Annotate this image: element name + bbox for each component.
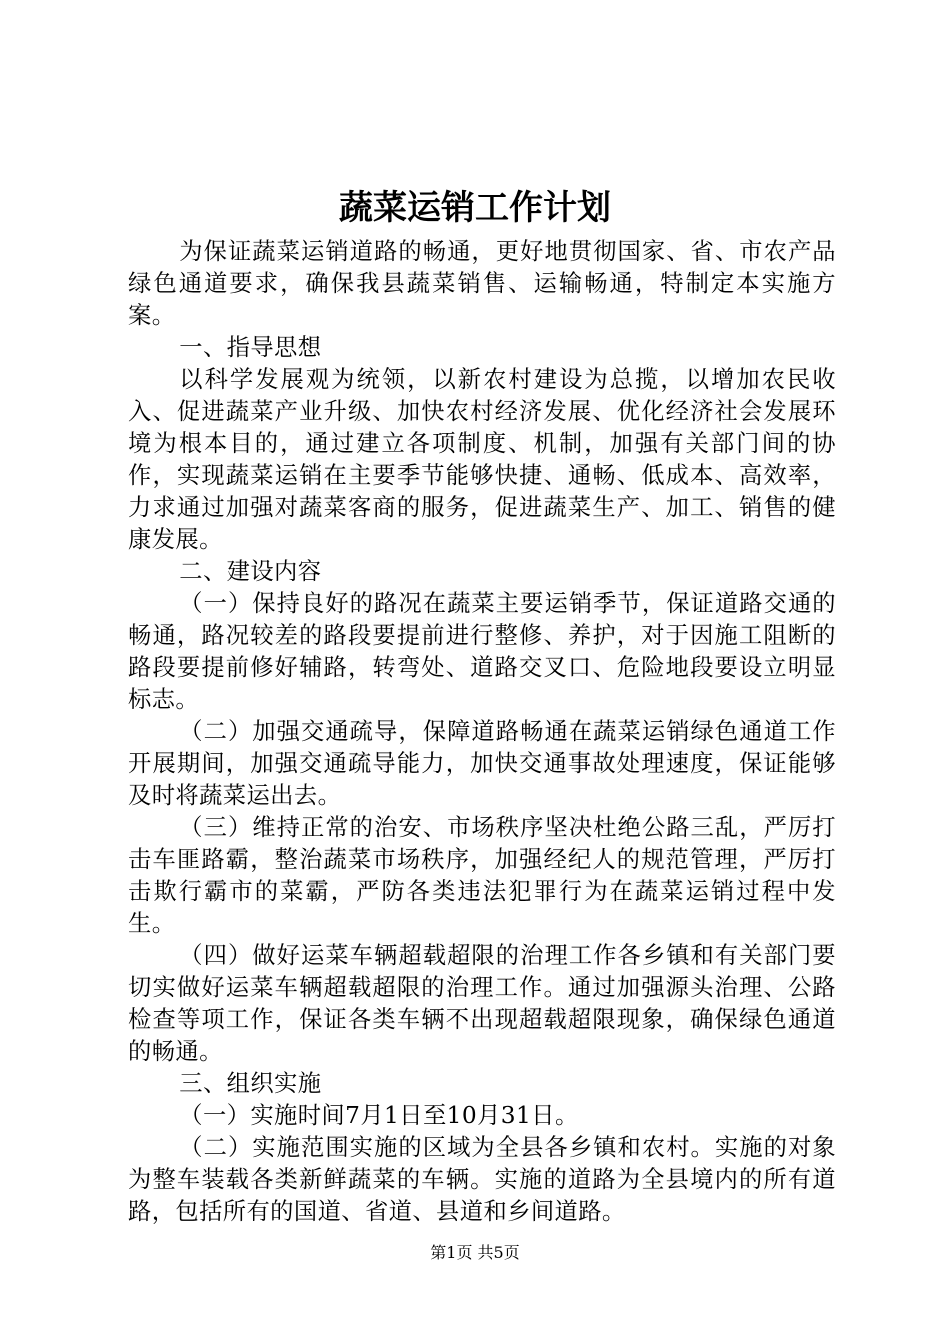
document-body [128,236,836,1228]
section-heading-implementation: 三、组织实施 [179,1070,322,1097]
implementation-item-2: （二）实施范围实施的区域为全县各乡镇和农村。实施的对象为整车装载各类新鲜蔬菜的车辆。实施的道路为全县境内的所有道路，包括所有的国道、省道、县道和乡间道路。 [128,1134,836,1225]
implementation-item-1: （一）实施时间7月1日至10月31日。 [179,1102,579,1129]
construction-item-2: （二）加强交通疏导，保障道路畅通在蔬菜运销绿色通道工作开展期间，加强交通疏导能力，加快交通事故处理速度，保证能够及时将蔬菜运出去。 [128,718,836,809]
section-heading-construction-content: 二、建设内容 [179,558,322,585]
construction-item-1: （一）保持良好的路况在蔬菜主要运销季节，保证道路交通的畅通，路况较差的路段要提前进行整修、养护，对于因施工阻断的路段要提前修好辅路，转弯处、道路交叉口、危险地段要设立明显标志。 [128,590,836,713]
construction-item-4: （四）做好运菜车辆超载超限的治理工作各乡镇和有关部门要切实做好运菜车辆超载超限的治理工作。通过加强源头治理、公路检查等项工作，保证各类车辆不出现超载超限现象，确保绿色通道的畅通。 [128,942,836,1065]
page-footer: 第1页 共5页 [430,1243,520,1262]
guiding-ideology-paragraph: 以科学发展观为统领，以新农村建设为总揽，以增加农民收入、促进蔬菜产业升级、加快农村经济发展、优化经济社会发展环境为根本目的，通过建立各项制度、机制，加强有关部门间的协作，实现蔬菜运销在主要季节能够快捷、通畅、低成本、高效率，力求通过加强对蔬菜客商的服务，促进蔬菜生产、加工、销售的健康发展。 [128,366,836,553]
page-title: 蔬菜运销工作计划 [339,188,611,228]
section-heading-guiding-ideology: 一、指导思想 [179,334,322,361]
intro-paragraph: 为保证蔬菜运销道路的畅通，更好地贯彻国家、省、市农产品绿色通道要求，确保我县蔬菜销售、运输畅通，特制定本实施方案。 [128,238,836,329]
construction-item-3: （三）维持正常的治安、市场秩序坚决杜绝公路三乱，严厉打击车匪路霸，整治蔬菜市场秩序，加强经纪人的规范管理，严厉打击欺行霸市的菜霸，严防各类违法犯罪行为在蔬菜运销过程中发生。 [128,814,836,937]
